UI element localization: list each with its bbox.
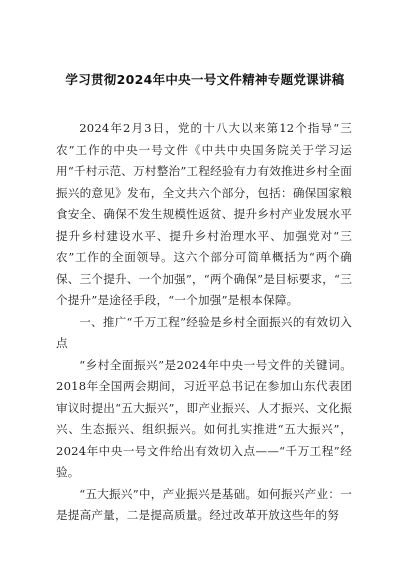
document-title: 学习贯彻2024年中央一号文件精神专题党课讲稿: [65, 72, 345, 87]
document-body: [56, 118, 352, 527]
section-heading-1: 一、推广“千万工程”经验是乡村全面振兴的有效切入点: [56, 314, 352, 350]
paragraph-intro: 2024年2月3日，党的十八大以来第12个指导“三农”工作的中央一号文件《中共中央国务院关于学习运用“千村示范、万村整治”工程经验有力有效推进乡村全面振兴的意见》发布，全文共六个部分，包括：确保国家粮食安全、确保不发生规模性返贫、提升乡村产业发展水平提升乡村建设水平、提升乡村治理水平、加强党对“三农”工作的全面领导。这六个部分可简单概括为“两个确保、三个提升、一个加强”，“两个确保”是目标要求，“三个提升”是途径手段，“一个加强”是根本保障。: [56, 121, 352, 307]
paragraph-rural-revitalization: “乡村全面振兴”是2024年中央一号文件的关键词。2018年全国两会期间，习近平总书记在参加山东代表团审议时提出“五大振兴”，即产业振兴、人才振兴、文化振兴、生态振兴、组织振兴。如何扎实推进“五大振兴”，2024年中央一号文件给出有效切入点——“千万工程”经验。: [56, 357, 352, 479]
paragraph-industry-revitalization: “五大振兴”中，产业振兴是基础。如何振兴产业：一是提高产量，二是提高质量。经过改革开放这些年的努: [56, 486, 352, 522]
